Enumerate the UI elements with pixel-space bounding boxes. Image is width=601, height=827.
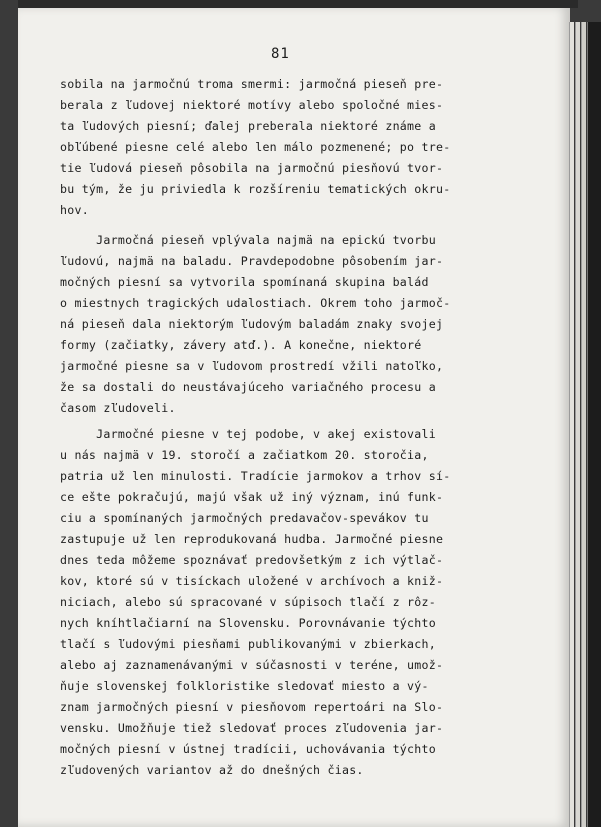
scan-top-border <box>18 0 578 8</box>
text-line: kov, ktoré sú v tisíckach uložené v archívoch a kniž- <box>60 574 444 588</box>
text-line: formy (začiatky, závery atď.). A konečne, niektoré <box>60 338 422 352</box>
text-line: ľudovú, najmä na baladu. Pravdepodobne pôsobením jar- <box>60 254 444 268</box>
text-line: niciach, alebo sú spracované v súpisoch tlačí z rôz- <box>60 595 436 609</box>
text-line: alebo aj zaznamenávanými v súčasnosti v teréne, umož- <box>60 658 444 672</box>
text-line: tie ľudová pieseň pôsobila na jarmočnú piesňovú tvor- <box>60 161 444 175</box>
text-line: že sa dostali do neustávajúceho variačného procesu a <box>60 380 436 394</box>
text-line: hov. <box>60 203 89 217</box>
text-line: o miestnych tragických udalostiach. Okrem toho jarmoč- <box>60 296 451 310</box>
text-line: ná pieseň dala niektorým ľudovým baladám znaky svojej <box>60 317 444 331</box>
page-edge <box>569 22 574 827</box>
text-line: tlačí s ľudovými piesňami publikovanými v zbierkach, <box>60 637 436 651</box>
text-line: ciu a spomínaných jarmočných predavačov-spevákov tu <box>60 511 429 525</box>
text-line: patria už len minulosti. Tradície jarmokov a trhov sí- <box>60 469 451 483</box>
text-line: Jarmočné piesne v tej podobe, v akej existovali <box>60 427 436 441</box>
text-line: Jarmočná pieseň vplývala najmä na epickú tvorbu <box>60 233 436 247</box>
text-line: ce ešte pokračujú, majú však už iný význam, inú funk- <box>60 490 444 504</box>
text-line: obľúbené piesne celé alebo len málo pozmenené; po tre- <box>60 140 451 154</box>
text-line: ta ľudových piesní; ďalej preberala niektoré známe a <box>60 119 436 133</box>
page-edge <box>581 22 586 827</box>
text-line: sobila na jarmočnú troma smermi: jarmočná pieseň pre- <box>60 77 444 91</box>
text-line: časom zľudoveli. <box>60 401 176 415</box>
page-number: 81 <box>271 46 290 62</box>
page-edge <box>575 22 580 827</box>
text-line: močných piesní v ústnej tradícii, uchovávania týchto <box>60 742 436 756</box>
text-line: nych kníhtlačiarní na Slovensku. Porovnávanie týchto <box>60 616 436 630</box>
text-line: vensku. Umožňuje tiež sledovať proces zľudovenia jar- <box>60 721 444 735</box>
text-line: znam jarmočných piesní v piesňovom repertoári na Slo- <box>60 700 444 714</box>
text-line: jarmočné piesne sa v ľudovom prostredí vžili natoľko, <box>60 359 444 373</box>
book-spine-shadow <box>587 22 601 827</box>
text-line: u nás najmä v 19. storočí a začiatkom 20. storočia, <box>60 448 429 462</box>
text-line: močných piesní sa vytvorila spomínaná skupina balád <box>60 275 429 289</box>
text-line: ňuje slovenskej folkloristike sledovať miesto a vý- <box>60 679 429 693</box>
text-line: bu tým, že ju priviedla k rozšíreniu tematických okru- <box>60 182 451 196</box>
text-line: dnes teda môžeme spoznávať predovšetkým z ich výtlač- <box>60 553 444 567</box>
text-line: zľudovených variantov až do dnešných čias. <box>60 763 364 777</box>
text-line: zastupuje už len reprodukovaná hudba. Jarmočné piesne <box>60 532 444 546</box>
text-line: berala z ľudovej niektoré motívy alebo spoločné mies- <box>60 98 444 112</box>
